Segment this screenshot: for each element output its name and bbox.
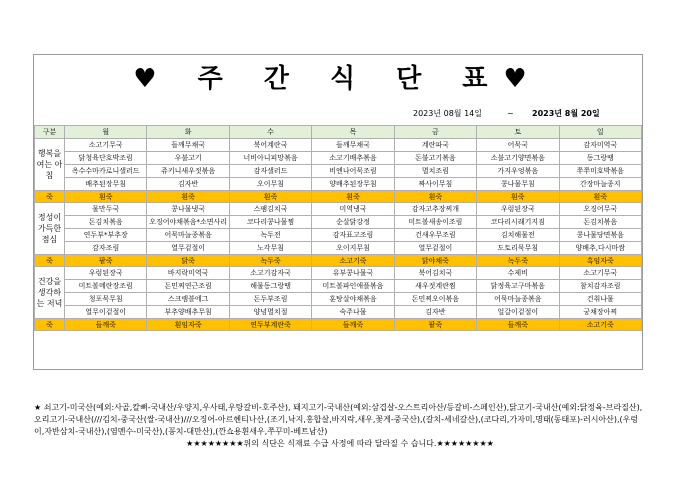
date-separator: ~ — [507, 109, 514, 118]
menu-cell: 숙주나물 — [312, 306, 394, 319]
porridge-cell: 흰죽 — [229, 191, 311, 203]
menu-cell: 돈불고기볶음 — [394, 152, 476, 165]
porridge-row-dinner — [35, 319, 642, 331]
table-row — [35, 165, 642, 178]
porridge-cell: 닭죽 — [147, 255, 229, 267]
menu-cell: 들깨무채국 — [312, 139, 394, 152]
menu-cell: 미역냉국 — [312, 203, 394, 216]
porridge-label: 죽 — [35, 255, 65, 267]
porridge-cell: 흰죽 — [147, 191, 229, 203]
menu-cell: 감자표고조림 — [312, 229, 394, 242]
menu-cell: 유부콩나물국 — [312, 267, 394, 280]
date-range — [34, 108, 642, 120]
menu-cell: 우렁된장국 — [65, 267, 147, 280]
menu-cell: 열무겉절이 — [394, 242, 476, 255]
menu-cell: 건취나물 — [559, 293, 641, 306]
meal-label-dinner: 건강을 생각하는 저녁 — [35, 267, 65, 319]
menu-cell: 돈김치볶음 — [559, 216, 641, 229]
menu-cell: 청포묵무침 — [65, 293, 147, 306]
menu-cell: 오이지무침 — [312, 242, 394, 255]
menu-cell: 콩나물당면볶음 — [559, 229, 641, 242]
menu-cell: 옥수수마카로니샐러드 — [65, 165, 147, 178]
header-row — [35, 126, 642, 139]
porridge-cell: 녹두죽 — [229, 255, 311, 267]
menu-cell: 쭈쭈미호박볶음 — [559, 165, 641, 178]
menu-cell: 스팸김치국 — [229, 203, 311, 216]
porridge-cell: 흰죽 — [477, 191, 559, 203]
menu-cell: 궁채장아찌 — [559, 306, 641, 319]
menu-cell: 멸치조림 — [394, 165, 476, 178]
menu-cell: 순살닭강정 — [312, 216, 394, 229]
menu-cell: 연두부*부추장 — [65, 229, 147, 242]
menu-cell: 건새우무조림 — [394, 229, 476, 242]
table-row — [35, 229, 642, 242]
menu-cell: 훈탕살야채볶음 — [312, 293, 394, 306]
menu-cell: 어묵마늘종볶음 — [147, 229, 229, 242]
porridge-cell: 녹두죽 — [477, 255, 559, 267]
menu-cell: 바지락미역국 — [147, 267, 229, 280]
page-title: ♥ 주 간 식 단 표♥ — [133, 64, 543, 94]
footer-notes — [34, 402, 646, 450]
menu-cell: 콩나물냉국 — [147, 203, 229, 216]
header-cell-sat: 토 — [477, 126, 559, 139]
menu-cell: 들깨무채국 — [147, 139, 229, 152]
porridge-cell: 팥죽 — [394, 319, 476, 331]
menu-cell: 도토리묵무침 — [477, 242, 559, 255]
menu-cell: 감자고추장찌개 — [394, 203, 476, 216]
menu-cell: 김자반 — [147, 178, 229, 191]
menu-cell: 미트볼파인애플볶음 — [312, 280, 394, 293]
menu-cell: 미트볼메란장조림 — [65, 280, 147, 293]
table-row — [35, 293, 642, 306]
menu-cell: 가지우엉볶음 — [477, 165, 559, 178]
menu-cell: 북어김치국 — [394, 267, 476, 280]
porridge-label: 죽 — [35, 191, 65, 203]
supply-notice: ★★★★★★★★위의 식단은 식재료 수급 사정에 따라 달라질 수 습니다.★★★★★★★★ — [186, 439, 494, 448]
porridge-row-breakfast — [35, 191, 642, 203]
menu-cell: 콩나물무침 — [477, 178, 559, 191]
table-row — [35, 242, 642, 255]
menu-cell: 오이무침 — [229, 178, 311, 191]
menu-cell: 소고기배추볶음 — [312, 152, 394, 165]
table-row — [35, 152, 642, 165]
table-row — [35, 139, 642, 152]
table-row — [35, 203, 642, 216]
menu-cell: 계란파국 — [394, 139, 476, 152]
menu-cell: 소고기무국 — [559, 267, 641, 280]
porridge-row-lunch — [35, 255, 642, 267]
menu-cell: 새우젓계란찜 — [394, 280, 476, 293]
menu-cell: 감자샐러드 — [229, 165, 311, 178]
menu-cell: 열무겉절이 — [147, 242, 229, 255]
menu-cell: 코다리시래기지짐 — [477, 216, 559, 229]
header-cell-wed: 수 — [229, 126, 311, 139]
menu-cell: 소불고기양면볶음 — [477, 152, 559, 165]
menu-cell: 참치감자조림 — [559, 280, 641, 293]
menu-cell: 녹두전 — [229, 229, 311, 242]
menu-cell: 수제비 — [477, 267, 559, 280]
weekly-menu-table — [34, 125, 642, 331]
menu-cell: 노각무침 — [229, 242, 311, 255]
porridge-cell: 들깨죽 — [312, 319, 394, 331]
menu-cell: 물만두국 — [65, 203, 147, 216]
menu-cell: 배추된장무침 — [65, 178, 147, 191]
meal-label-lunch: 정성이 가득한 점심 — [35, 203, 65, 255]
porridge-cell: 소고기죽 — [559, 319, 641, 331]
date-end: 2023년 8월 20일 — [532, 109, 600, 118]
menu-cell: 쥬키니새우젓볶음 — [147, 165, 229, 178]
header-cell-fri: 금 — [394, 126, 476, 139]
menu-cell: 양배추,다시마쌈 — [559, 242, 641, 255]
menu-cell: 소고기감자국 — [229, 267, 311, 280]
menu-sheet — [33, 54, 643, 370]
menu-cell: 너비아니피망볶음 — [229, 152, 311, 165]
table-row — [35, 280, 642, 293]
menu-cell: 감자조림 — [65, 242, 147, 255]
menu-cell: 어묵마늘종볶음 — [477, 293, 559, 306]
menu-cell: 닭정육고구마볶음 — [477, 280, 559, 293]
menu-cell: 비엔나어묵조림 — [312, 165, 394, 178]
menu-cell: 오징어야채볶음*소면사리 — [147, 216, 229, 229]
table-row — [35, 267, 642, 280]
porridge-cell: 흰죽 — [394, 191, 476, 203]
date-start: 2023년 08월 14일 — [413, 109, 482, 118]
menu-cell: 오징어무국 — [559, 203, 641, 216]
menu-cell: 열무이겉절이 — [65, 306, 147, 319]
header-cell-mon: 월 — [65, 126, 147, 139]
header-cell-tue: 화 — [147, 126, 229, 139]
menu-cell: 얼갈이겉절이 — [477, 306, 559, 319]
porridge-cell: 흰죽 — [559, 191, 641, 203]
menu-cell: 감자미역국 — [559, 139, 641, 152]
porridge-label: 죽 — [35, 319, 65, 331]
menu-cell: 돈두부조림 — [229, 293, 311, 306]
table-row — [35, 216, 642, 229]
porridge-cell: 소고기죽 — [312, 255, 394, 267]
menu-cell: 우렁된장국 — [477, 203, 559, 216]
porridge-cell: 닭야채죽 — [394, 255, 476, 267]
header-cell-thu: 목 — [312, 126, 394, 139]
menu-cell: 코다리콩나물찜 — [229, 216, 311, 229]
meal-label-breakfast: 행복을 여는 아침 — [35, 139, 65, 191]
porridge-cell: 흰임자죽 — [147, 319, 229, 331]
menu-cell: 우불고기 — [147, 152, 229, 165]
menu-cell: 소고기무국 — [65, 139, 147, 152]
menu-cell: 북어계란국 — [229, 139, 311, 152]
menu-cell: 미트볼새송이조림 — [394, 216, 476, 229]
porridge-cell: 들깨죽 — [477, 319, 559, 331]
porridge-cell: 흰죽 — [312, 191, 394, 203]
menu-cell: 돈민찌오이볶음 — [394, 293, 476, 306]
menu-cell: 어묵국 — [477, 139, 559, 152]
menu-cell: 스크램블에그 — [147, 293, 229, 306]
porridge-cell: 들깨죽 — [65, 319, 147, 331]
menu-cell: 부추양배추무침 — [147, 306, 229, 319]
menu-cell: 양배추된장무침 — [312, 178, 394, 191]
porridge-cell: 팥죽 — [65, 255, 147, 267]
menu-cell: 간장마늘종지 — [559, 178, 641, 191]
header-cell-category: 구분 — [35, 126, 65, 139]
menu-cell: 양념멸치절 — [229, 306, 311, 319]
origin-note: ★ 쇠고기-미국산(예외:사골,칼뼈-국내산/우양지,우사태,우탕갈비-호주산), 돼지고기-국내산(예외:삼겹살-오스트리아산/등갈비-스페인산),닭고기-국내산(예외:닭정육-브라질산),오리고기-국내산(///김치-중국산(쌀-국내산)///오징어-아르헨티나산,(조기,낙지,홍합살,바지락,새우,꽃게-중국산),(갈치-세네갈산),(코다리,가자미,명태(동태포)-러시아산),(우렁이,자반삼치-국내산),(염멘수-미국산),(꽁치-대만산),(깐쇼용흰새우,쭈꾸미-베트남산) — [34, 403, 643, 436]
menu-cell: 동그랑땡 — [559, 152, 641, 165]
header-cell-sun: 일 — [559, 126, 641, 139]
porridge-cell: 흰죽 — [65, 191, 147, 203]
porridge-cell: 흑임자죽 — [559, 255, 641, 267]
menu-cell: 닭청육단호박조림 — [65, 152, 147, 165]
table-row — [35, 178, 642, 191]
menu-cell: 김치해물전 — [477, 229, 559, 242]
menu-cell: 돈민찌연근조림 — [147, 280, 229, 293]
table-row — [35, 306, 642, 319]
menu-cell: 짜사이무침 — [394, 178, 476, 191]
menu-cell: 돈김치볶음 — [65, 216, 147, 229]
porridge-cell: 연두부계란죽 — [229, 319, 311, 331]
menu-cell: 김자반 — [394, 306, 476, 319]
menu-cell: 해물동그랑땡 — [229, 280, 311, 293]
